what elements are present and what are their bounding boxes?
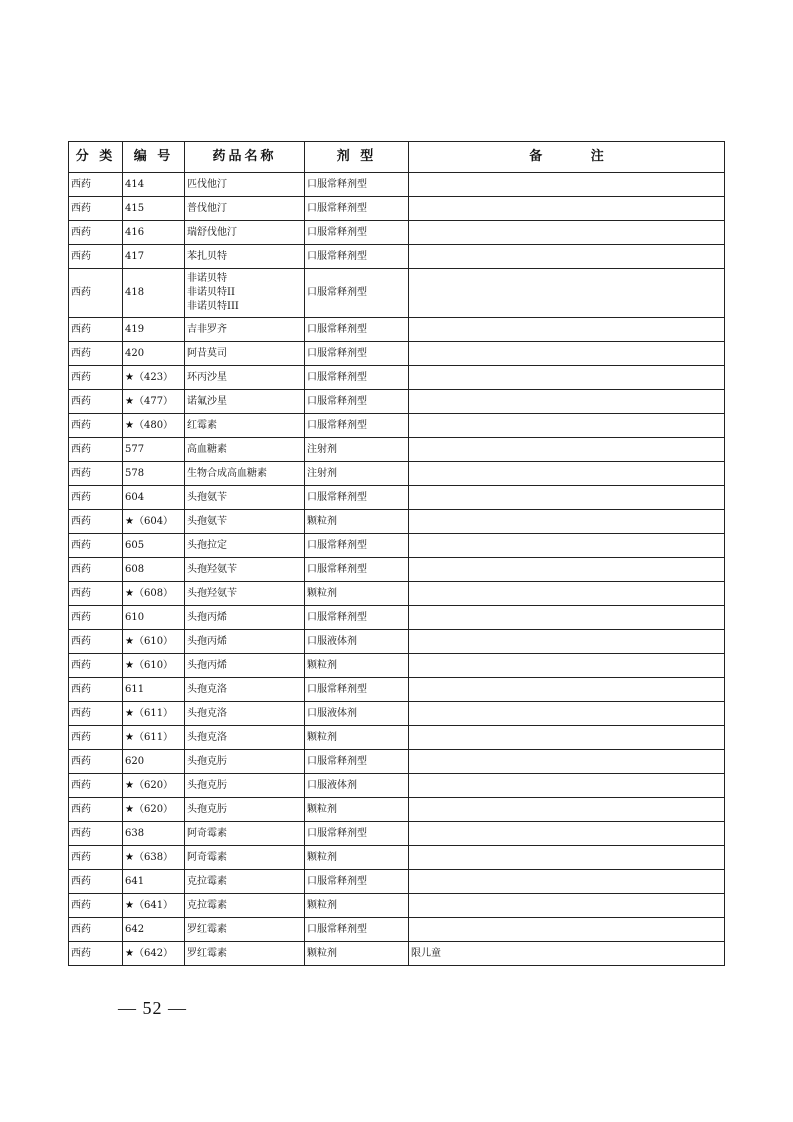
cell-dosage-form: 口服常释剂型 <box>305 534 409 558</box>
drug-name-line: 头孢克肟 <box>187 803 227 815</box>
cell-dosage-form: 口服常释剂型 <box>305 414 409 438</box>
cell-category: 西药 <box>69 918 123 942</box>
cell-category: 西药 <box>69 510 123 534</box>
cell-dosage-form: 口服液体剂 <box>305 702 409 726</box>
cell-category: 西药 <box>69 318 123 342</box>
cell-drug-name <box>185 366 305 390</box>
cell-number: ★（611） <box>123 726 185 750</box>
drug-name-line: 头孢羟氨苄 <box>187 587 237 599</box>
cell-remarks <box>409 342 725 366</box>
drug-name-line: 克拉霉素 <box>187 899 227 911</box>
table-row <box>69 269 725 318</box>
cell-number: ★（480） <box>123 414 185 438</box>
cell-remarks <box>409 678 725 702</box>
cell-dosage-form: 口服常释剂型 <box>305 342 409 366</box>
table-row <box>69 318 725 342</box>
cell-number: 414 <box>123 173 185 197</box>
cell-drug-name <box>185 269 305 318</box>
cell-remarks <box>409 846 725 870</box>
cell-drug-name <box>185 438 305 462</box>
cell-drug-name <box>185 510 305 534</box>
cell-number: ★（620） <box>123 798 185 822</box>
cell-dosage-form: 口服常释剂型 <box>305 197 409 221</box>
cell-dosage-form: 颗粒剂 <box>305 510 409 534</box>
table-row <box>69 894 725 918</box>
cell-dosage-form: 颗粒剂 <box>305 726 409 750</box>
cell-category: 西药 <box>69 606 123 630</box>
drug-name-line: 头孢氨苄 <box>187 515 227 527</box>
cell-category: 西药 <box>69 173 123 197</box>
cell-category: 西药 <box>69 750 123 774</box>
cell-remarks <box>409 774 725 798</box>
cell-dosage-form: 颗粒剂 <box>305 846 409 870</box>
table-row <box>69 245 725 269</box>
cell-category: 西药 <box>69 462 123 486</box>
cell-category: 西药 <box>69 366 123 390</box>
table-row <box>69 438 725 462</box>
cell-dosage-form: 颗粒剂 <box>305 894 409 918</box>
drug-catalog-table <box>68 141 725 966</box>
cell-dosage-form: 口服常释剂型 <box>305 678 409 702</box>
table-row <box>69 414 725 438</box>
cell-dosage-form: 口服常释剂型 <box>305 822 409 846</box>
cell-remarks <box>409 606 725 630</box>
cell-category: 西药 <box>69 942 123 966</box>
cell-category: 西药 <box>69 558 123 582</box>
cell-remarks: 限儿童 <box>409 942 725 966</box>
drug-name-line: 环丙沙星 <box>187 371 227 383</box>
drug-name-line: 瑞舒伐他汀 <box>187 226 237 238</box>
cell-number: 641 <box>123 870 185 894</box>
cell-drug-name <box>185 870 305 894</box>
table-row <box>69 942 725 966</box>
cell-drug-name <box>185 774 305 798</box>
cell-category: 西药 <box>69 414 123 438</box>
drug-name-line: 头孢丙烯 <box>187 659 227 671</box>
table-row <box>69 870 725 894</box>
cell-remarks <box>409 870 725 894</box>
cell-category: 西药 <box>69 774 123 798</box>
cell-dosage-form: 颗粒剂 <box>305 582 409 606</box>
cell-number: 419 <box>123 318 185 342</box>
cell-category: 西药 <box>69 342 123 366</box>
cell-category: 西药 <box>69 221 123 245</box>
cell-category: 西药 <box>69 654 123 678</box>
cell-number: 415 <box>123 197 185 221</box>
cell-drug-name <box>185 678 305 702</box>
cell-number: ★（620） <box>123 774 185 798</box>
drug-name-line: 红霉素 <box>187 419 217 431</box>
cell-dosage-form: 口服常释剂型 <box>305 269 409 318</box>
cell-dosage-form: 口服常释剂型 <box>305 245 409 269</box>
cell-category: 西药 <box>69 245 123 269</box>
drug-name-line: 头孢克肟 <box>187 779 227 791</box>
cell-category: 西药 <box>69 438 123 462</box>
cell-remarks <box>409 822 725 846</box>
cell-number: ★（477） <box>123 390 185 414</box>
cell-drug-name <box>185 221 305 245</box>
cell-category: 西药 <box>69 822 123 846</box>
cell-category: 西药 <box>69 630 123 654</box>
cell-number: ★（423） <box>123 366 185 390</box>
cell-remarks <box>409 750 725 774</box>
cell-number: ★（638） <box>123 846 185 870</box>
cell-category: 西药 <box>69 894 123 918</box>
table-row <box>69 342 725 366</box>
header-dosage-form: 剂 型 <box>305 142 409 173</box>
cell-remarks <box>409 630 725 654</box>
cell-number: 604 <box>123 486 185 510</box>
drug-name-line: 头孢氨苄 <box>187 491 227 503</box>
cell-category: 西药 <box>69 726 123 750</box>
drug-name-line: 头孢克洛 <box>187 707 227 719</box>
cell-number: 605 <box>123 534 185 558</box>
table-row <box>69 750 725 774</box>
cell-dosage-form: 口服常释剂型 <box>305 366 409 390</box>
drug-name-line: 头孢克肟 <box>187 755 227 767</box>
cell-number: ★（608） <box>123 582 185 606</box>
cell-drug-name <box>185 534 305 558</box>
table-row <box>69 486 725 510</box>
table-row <box>69 678 725 702</box>
drug-name-line: 普伐他汀 <box>187 202 227 214</box>
cell-drug-name <box>185 798 305 822</box>
drug-name-line: 罗红霉素 <box>187 923 227 935</box>
cell-number: 418 <box>123 269 185 318</box>
table-row <box>69 534 725 558</box>
drug-name-line: 阿奇霉素 <box>187 827 227 839</box>
drug-name-line: 头孢克洛 <box>187 683 227 695</box>
drug-name-line: 头孢羟氨苄 <box>187 563 237 575</box>
table-row <box>69 822 725 846</box>
table-row <box>69 846 725 870</box>
cell-remarks <box>409 894 725 918</box>
cell-drug-name <box>185 726 305 750</box>
cell-category: 西药 <box>69 582 123 606</box>
cell-dosage-form: 注射剂 <box>305 438 409 462</box>
cell-drug-name <box>185 486 305 510</box>
cell-drug-name <box>185 582 305 606</box>
table-header <box>69 142 725 173</box>
drug-name-line: 吉非罗齐 <box>187 323 227 335</box>
cell-dosage-form: 口服液体剂 <box>305 630 409 654</box>
cell-drug-name <box>185 702 305 726</box>
cell-category: 西药 <box>69 534 123 558</box>
page-number: — 52 — <box>118 998 187 1018</box>
table-row <box>69 798 725 822</box>
cell-dosage-form: 注射剂 <box>305 462 409 486</box>
cell-dosage-form: 口服常释剂型 <box>305 486 409 510</box>
drug-name-line: 诺氟沙星 <box>187 395 227 407</box>
header-remarks: 备 注 <box>409 142 725 173</box>
drug-name-line: 阿奇霉素 <box>187 851 227 863</box>
header-number: 编 号 <box>123 142 185 173</box>
cell-dosage-form: 颗粒剂 <box>305 654 409 678</box>
cell-number: 578 <box>123 462 185 486</box>
cell-drug-name <box>185 197 305 221</box>
table-row <box>69 582 725 606</box>
table-row <box>69 558 725 582</box>
header-drug-name: 药品名称 <box>185 142 305 173</box>
table-row <box>69 774 725 798</box>
cell-category: 西药 <box>69 702 123 726</box>
header-row <box>69 142 725 173</box>
drug-name-line: 头孢克洛 <box>187 731 227 743</box>
cell-dosage-form: 口服常释剂型 <box>305 750 409 774</box>
cell-drug-name <box>185 318 305 342</box>
cell-drug-name <box>185 654 305 678</box>
drug-name-line: 非诺贝特III <box>187 301 239 312</box>
drug-name-line: 克拉霉素 <box>187 875 227 887</box>
cell-drug-name <box>185 558 305 582</box>
cell-remarks <box>409 510 725 534</box>
cell-dosage-form: 口服常释剂型 <box>305 606 409 630</box>
drug-name-line: 匹伐他汀 <box>187 178 227 190</box>
drug-name-line: 高血糖素 <box>187 443 227 455</box>
cell-category: 西药 <box>69 486 123 510</box>
cell-remarks <box>409 438 725 462</box>
cell-category: 西药 <box>69 678 123 702</box>
header-category: 分 类 <box>69 142 123 173</box>
drug-name-line: 头孢拉定 <box>187 539 227 551</box>
cell-number: 420 <box>123 342 185 366</box>
cell-number: 638 <box>123 822 185 846</box>
cell-drug-name <box>185 390 305 414</box>
drug-name-line: 阿昔莫司 <box>187 347 227 359</box>
cell-remarks <box>409 486 725 510</box>
cell-number: ★（611） <box>123 702 185 726</box>
cell-dosage-form: 口服常释剂型 <box>305 918 409 942</box>
cell-remarks <box>409 726 725 750</box>
cell-dosage-form: 口服常释剂型 <box>305 870 409 894</box>
cell-dosage-form: 颗粒剂 <box>305 942 409 966</box>
cell-dosage-form: 口服常释剂型 <box>305 558 409 582</box>
cell-remarks <box>409 221 725 245</box>
cell-drug-name <box>185 630 305 654</box>
table-row <box>69 197 725 221</box>
cell-dosage-form: 口服液体剂 <box>305 774 409 798</box>
drug-name-line: 罗红霉素 <box>187 947 227 959</box>
table-row <box>69 702 725 726</box>
cell-drug-name <box>185 462 305 486</box>
cell-dosage-form: 口服常释剂型 <box>305 390 409 414</box>
cell-category: 西药 <box>69 390 123 414</box>
cell-drug-name <box>185 245 305 269</box>
cell-drug-name <box>185 606 305 630</box>
table-row <box>69 726 725 750</box>
cell-category: 西药 <box>69 269 123 318</box>
table-row <box>69 606 725 630</box>
cell-number: 416 <box>123 221 185 245</box>
cell-drug-name <box>185 894 305 918</box>
cell-remarks <box>409 414 725 438</box>
cell-remarks <box>409 534 725 558</box>
cell-number: 611 <box>123 678 185 702</box>
cell-drug-name <box>185 342 305 366</box>
drug-name-line: 苯扎贝特 <box>187 250 227 262</box>
drug-name-line: 非诺贝特 <box>187 273 227 284</box>
table-row <box>69 173 725 197</box>
cell-drug-name <box>185 918 305 942</box>
cell-drug-name <box>185 173 305 197</box>
cell-number: ★（610） <box>123 630 185 654</box>
cell-remarks <box>409 654 725 678</box>
table-row <box>69 918 725 942</box>
cell-dosage-form: 口服常释剂型 <box>305 318 409 342</box>
cell-remarks <box>409 318 725 342</box>
cell-drug-name <box>185 942 305 966</box>
cell-remarks <box>409 702 725 726</box>
cell-remarks <box>409 918 725 942</box>
cell-category: 西药 <box>69 846 123 870</box>
drug-name-line: 非诺贝特II <box>187 287 235 298</box>
cell-dosage-form: 颗粒剂 <box>305 798 409 822</box>
drug-name-line: 生物合成高血糖素 <box>187 467 267 479</box>
cell-remarks <box>409 582 725 606</box>
cell-remarks <box>409 269 725 318</box>
cell-number: ★（604） <box>123 510 185 534</box>
cell-remarks <box>409 173 725 197</box>
cell-remarks <box>409 558 725 582</box>
cell-drug-name <box>185 414 305 438</box>
cell-number: 577 <box>123 438 185 462</box>
cell-number: 620 <box>123 750 185 774</box>
cell-remarks <box>409 366 725 390</box>
cell-remarks <box>409 245 725 269</box>
table-row <box>69 462 725 486</box>
cell-category: 西药 <box>69 798 123 822</box>
cell-drug-name <box>185 822 305 846</box>
cell-number: ★（610） <box>123 654 185 678</box>
cell-remarks <box>409 462 725 486</box>
drug-name-line: 头孢丙烯 <box>187 611 227 623</box>
cell-remarks <box>409 197 725 221</box>
cell-category: 西药 <box>69 870 123 894</box>
cell-number: ★（641） <box>123 894 185 918</box>
cell-remarks <box>409 798 725 822</box>
cell-drug-name <box>185 750 305 774</box>
cell-number: ★（642） <box>123 942 185 966</box>
cell-number: 608 <box>123 558 185 582</box>
cell-number: 417 <box>123 245 185 269</box>
cell-drug-name <box>185 846 305 870</box>
table-body <box>69 173 725 966</box>
cell-dosage-form: 口服常释剂型 <box>305 221 409 245</box>
cell-category: 西药 <box>69 197 123 221</box>
table-row <box>69 221 725 245</box>
cell-remarks <box>409 390 725 414</box>
table-row <box>69 366 725 390</box>
cell-number: 610 <box>123 606 185 630</box>
table-row <box>69 654 725 678</box>
cell-number: 642 <box>123 918 185 942</box>
drug-name-line: 头孢丙烯 <box>187 635 227 647</box>
cell-dosage-form: 口服常释剂型 <box>305 173 409 197</box>
table-row <box>69 390 725 414</box>
table-row <box>69 630 725 654</box>
table-row <box>69 510 725 534</box>
